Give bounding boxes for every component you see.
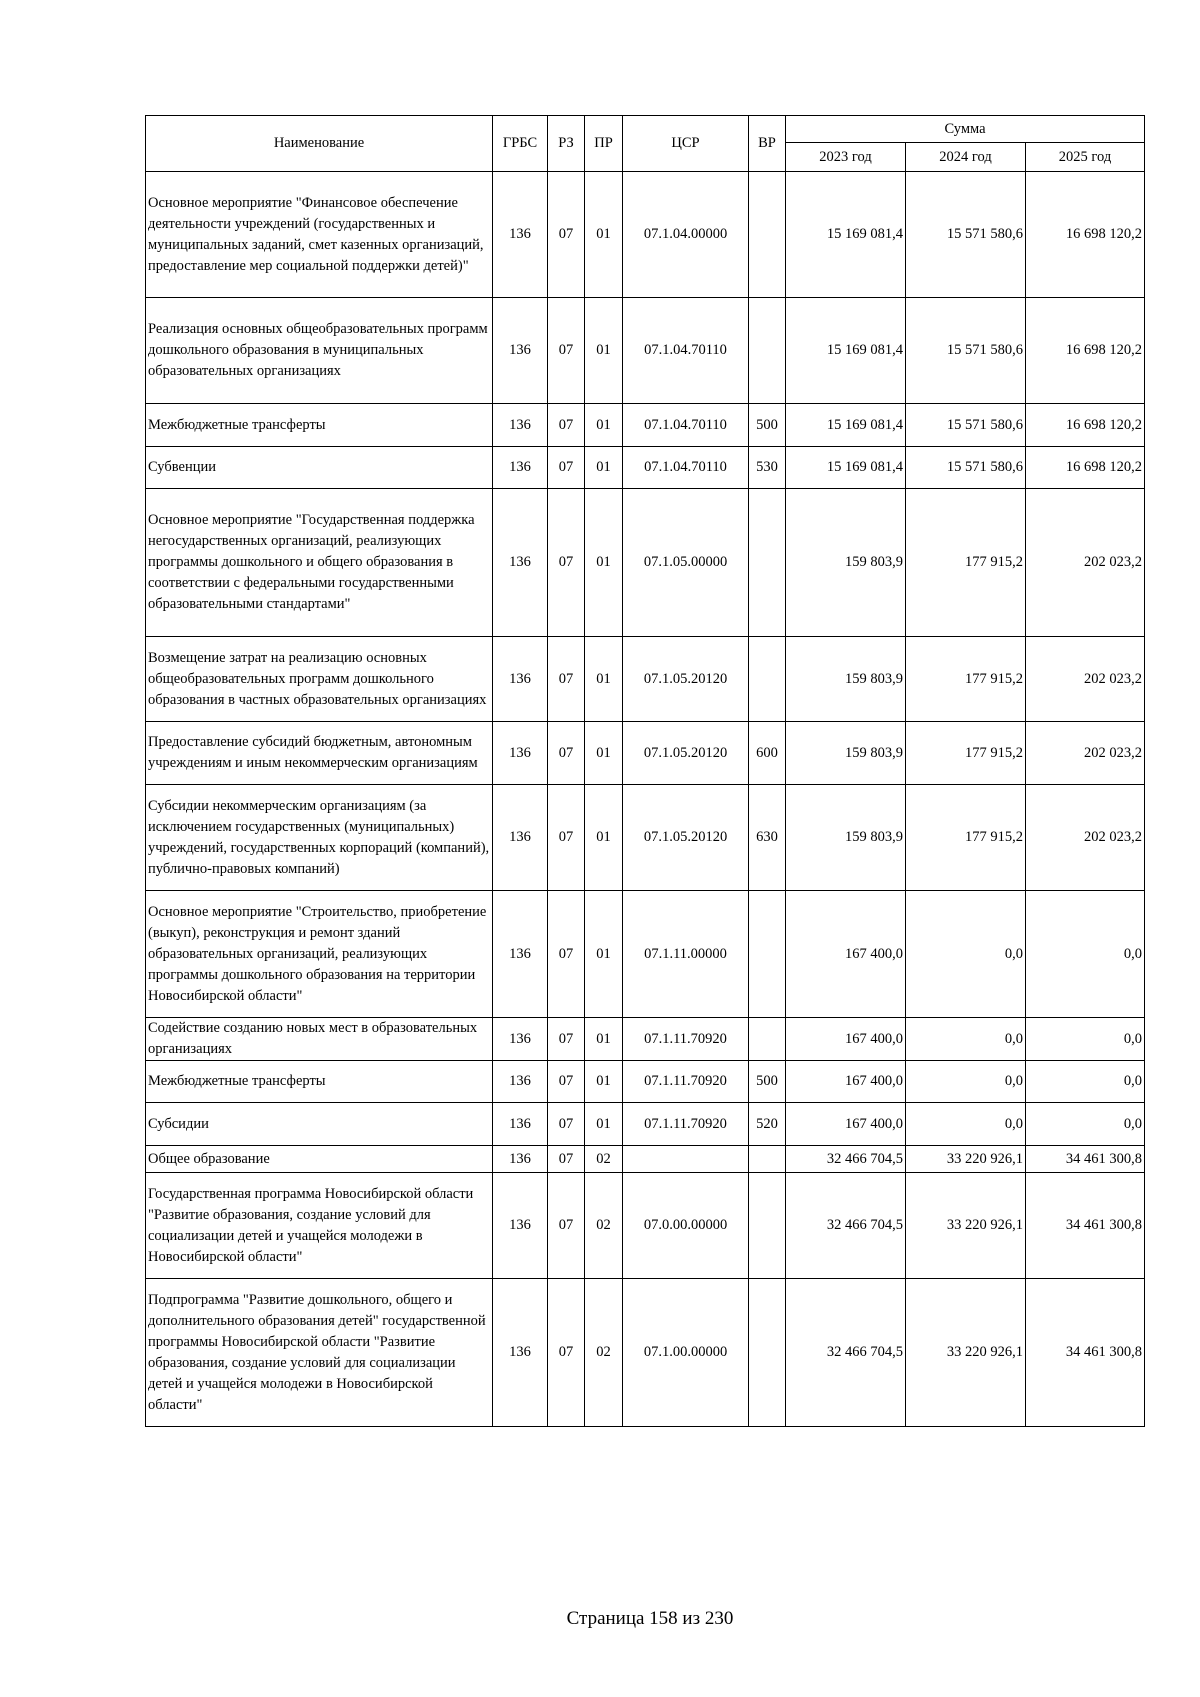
table-row xyxy=(146,447,1145,489)
cell-csr: 07.1.04.70110 xyxy=(623,404,749,447)
cell-csr: 07.1.11.70920 xyxy=(623,1061,749,1103)
cell-2023: 15 169 081,4 xyxy=(786,298,906,404)
cell-2023: 167 400,0 xyxy=(786,1103,906,1146)
header-csr: ЦСР xyxy=(623,116,749,172)
cell-vr: 630 xyxy=(749,785,786,891)
cell-vr xyxy=(749,298,786,404)
cell-rz: 07 xyxy=(548,1279,585,1427)
cell-2023: 167 400,0 xyxy=(786,891,906,1018)
table-row xyxy=(146,637,1145,722)
cell-name: Содействие созданию новых мест в образовательных организациях xyxy=(146,1018,493,1061)
cell-2024: 33 220 926,1 xyxy=(906,1279,1026,1427)
cell-pr: 01 xyxy=(585,404,623,447)
cell-vr xyxy=(749,1018,786,1061)
table-body xyxy=(146,172,1145,1427)
cell-csr: 07.1.05.20120 xyxy=(623,785,749,891)
cell-pr: 02 xyxy=(585,1146,623,1173)
table-row xyxy=(146,1279,1145,1427)
cell-rz: 07 xyxy=(548,1173,585,1279)
cell-2025: 202 023,2 xyxy=(1026,785,1145,891)
cell-2025: 34 461 300,8 xyxy=(1026,1279,1145,1427)
table-row xyxy=(146,298,1145,404)
cell-csr: 07.1.04.70110 xyxy=(623,447,749,489)
cell-2023: 167 400,0 xyxy=(786,1018,906,1061)
cell-2024: 15 571 580,6 xyxy=(906,172,1026,298)
cell-pr: 01 xyxy=(585,1018,623,1061)
cell-2024: 15 571 580,6 xyxy=(906,447,1026,489)
cell-2023: 159 803,9 xyxy=(786,785,906,891)
cell-2024: 33 220 926,1 xyxy=(906,1173,1026,1279)
table-row xyxy=(146,785,1145,891)
cell-vr xyxy=(749,489,786,637)
cell-2023: 32 466 704,5 xyxy=(786,1279,906,1427)
cell-2024: 177 915,2 xyxy=(906,489,1026,637)
cell-name: Межбюджетные трансферты xyxy=(146,1061,493,1103)
cell-rz: 07 xyxy=(548,489,585,637)
table-row xyxy=(146,1103,1145,1146)
cell-pr: 01 xyxy=(585,298,623,404)
cell-name: Субсидии xyxy=(146,1103,493,1146)
cell-vr: 600 xyxy=(749,722,786,785)
cell-rz: 07 xyxy=(548,1061,585,1103)
cell-2024: 177 915,2 xyxy=(906,722,1026,785)
page-number: Страница 158 из 230 xyxy=(566,1608,734,1629)
cell-2024: 0,0 xyxy=(906,1018,1026,1061)
header-year-2024: 2024 год xyxy=(906,143,1026,172)
cell-2024: 15 571 580,6 xyxy=(906,404,1026,447)
cell-name: Основное мероприятие "Государственная поддержка негосударственных организаций, реализующих программы дошкольного и общего образования в соответствии с федеральными государственными образовательными стандартами" xyxy=(146,489,493,637)
cell-csr: 07.1.05.20120 xyxy=(623,637,749,722)
cell-2025: 16 698 120,2 xyxy=(1026,172,1145,298)
table-row xyxy=(146,489,1145,637)
cell-2025: 16 698 120,2 xyxy=(1026,404,1145,447)
budget-table xyxy=(145,115,1145,1427)
cell-2023: 15 169 081,4 xyxy=(786,172,906,298)
cell-2025: 202 023,2 xyxy=(1026,637,1145,722)
cell-csr: 07.1.04.00000 xyxy=(623,172,749,298)
cell-rz: 07 xyxy=(548,1146,585,1173)
cell-pr: 01 xyxy=(585,722,623,785)
cell-rz: 07 xyxy=(548,298,585,404)
cell-2025: 0,0 xyxy=(1026,1018,1145,1061)
cell-2023: 159 803,9 xyxy=(786,722,906,785)
cell-2025: 16 698 120,2 xyxy=(1026,447,1145,489)
cell-grbs: 136 xyxy=(493,1018,548,1061)
cell-2024: 177 915,2 xyxy=(906,637,1026,722)
cell-pr: 01 xyxy=(585,1061,623,1103)
cell-rz: 07 xyxy=(548,447,585,489)
cell-grbs: 136 xyxy=(493,637,548,722)
cell-2023: 159 803,9 xyxy=(786,637,906,722)
cell-name: Субвенции xyxy=(146,447,493,489)
table-row xyxy=(146,1061,1145,1103)
cell-2023: 15 169 081,4 xyxy=(786,404,906,447)
cell-vr xyxy=(749,1173,786,1279)
cell-2023: 159 803,9 xyxy=(786,489,906,637)
cell-csr: 07.1.11.00000 xyxy=(623,891,749,1018)
cell-grbs: 136 xyxy=(493,1103,548,1146)
cell-vr xyxy=(749,891,786,1018)
cell-2024: 15 571 580,6 xyxy=(906,298,1026,404)
table-row xyxy=(146,1173,1145,1279)
cell-csr: 07.1.11.70920 xyxy=(623,1103,749,1146)
cell-vr: 530 xyxy=(749,447,786,489)
table-row xyxy=(146,172,1145,298)
cell-rz: 07 xyxy=(548,1018,585,1061)
cell-2023: 32 466 704,5 xyxy=(786,1173,906,1279)
header-grbs: ГРБС xyxy=(493,116,548,172)
cell-name: Основное мероприятие "Строительство, приобретение (выкуп), реконструкция и ремонт зданий образовательных организаций, реализующих программы дошкольного образования на территории Новосибирской области" xyxy=(146,891,493,1018)
cell-grbs: 136 xyxy=(493,1061,548,1103)
cell-name: Реализация основных общеобразовательных программ дошкольного образования в муниципальных образовательных организациях xyxy=(146,298,493,404)
cell-name: Основное мероприятие "Финансовое обеспечение деятельности учреждений (государственных и муниципальных заданий, смет казенных организаций, предоставление мер социальной поддержки детей)" xyxy=(146,172,493,298)
cell-2025: 0,0 xyxy=(1026,1061,1145,1103)
cell-rz: 07 xyxy=(548,637,585,722)
cell-2024: 0,0 xyxy=(906,1103,1026,1146)
cell-2024: 33 220 926,1 xyxy=(906,1146,1026,1173)
cell-2025: 16 698 120,2 xyxy=(1026,298,1145,404)
cell-pr: 02 xyxy=(585,1279,623,1427)
table-row xyxy=(146,404,1145,447)
cell-2024: 0,0 xyxy=(906,891,1026,1018)
cell-pr: 01 xyxy=(585,447,623,489)
cell-csr: 07.1.00.00000 xyxy=(623,1279,749,1427)
cell-2025: 0,0 xyxy=(1026,891,1145,1018)
cell-2025: 202 023,2 xyxy=(1026,489,1145,637)
cell-vr xyxy=(749,637,786,722)
cell-grbs: 136 xyxy=(493,1173,548,1279)
cell-rz: 07 xyxy=(548,404,585,447)
cell-name: Возмещение затрат на реализацию основных общеобразовательных программ дошкольного образования в частных образовательных организациях xyxy=(146,637,493,722)
cell-2025: 34 461 300,8 xyxy=(1026,1173,1145,1279)
header-year-2025: 2025 год xyxy=(1026,143,1145,172)
cell-rz: 07 xyxy=(548,1103,585,1146)
cell-vr: 520 xyxy=(749,1103,786,1146)
cell-grbs: 136 xyxy=(493,172,548,298)
cell-vr: 500 xyxy=(749,1061,786,1103)
cell-grbs: 136 xyxy=(493,298,548,404)
cell-csr: 07.1.11.70920 xyxy=(623,1018,749,1061)
cell-grbs: 136 xyxy=(493,1146,548,1173)
cell-grbs: 136 xyxy=(493,785,548,891)
cell-name: Государственная программа Новосибирской области "Развитие образования, создание условий для социализации детей и учащейся молодежи в Новосибирской области" xyxy=(146,1173,493,1279)
cell-grbs: 136 xyxy=(493,404,548,447)
cell-rz: 07 xyxy=(548,172,585,298)
cell-name: Межбюджетные трансферты xyxy=(146,404,493,447)
cell-name: Субсидии некоммерческим организациям (за исключением государственных (муниципальных) учреждений, государственных корпораций (компаний), публично-правовых компаний) xyxy=(146,785,493,891)
cell-csr: 07.1.04.70110 xyxy=(623,298,749,404)
cell-grbs: 136 xyxy=(493,489,548,637)
cell-grbs: 136 xyxy=(493,722,548,785)
cell-csr: 07.0.00.00000 xyxy=(623,1173,749,1279)
cell-vr xyxy=(749,172,786,298)
cell-2025: 202 023,2 xyxy=(1026,722,1145,785)
cell-grbs: 136 xyxy=(493,447,548,489)
table-row xyxy=(146,722,1145,785)
cell-csr xyxy=(623,1146,749,1173)
cell-csr: 07.1.05.00000 xyxy=(623,489,749,637)
cell-pr: 02 xyxy=(585,1173,623,1279)
cell-name: Предоставление субсидий бюджетным, автономным учреждениям и иным некоммерческим организациям xyxy=(146,722,493,785)
table-header xyxy=(146,116,1145,172)
cell-vr xyxy=(749,1146,786,1173)
cell-2025: 0,0 xyxy=(1026,1103,1145,1146)
cell-pr: 01 xyxy=(585,172,623,298)
header-sum: Сумма xyxy=(786,116,1145,143)
cell-vr: 500 xyxy=(749,404,786,447)
header-rz: РЗ xyxy=(548,116,585,172)
cell-2023: 32 466 704,5 xyxy=(786,1146,906,1173)
cell-2024: 177 915,2 xyxy=(906,785,1026,891)
cell-2023: 167 400,0 xyxy=(786,1061,906,1103)
header-name: Наименование xyxy=(146,116,493,172)
table-row xyxy=(146,1018,1145,1061)
cell-2024: 0,0 xyxy=(906,1061,1026,1103)
cell-rz: 07 xyxy=(548,891,585,1018)
header-year-2023: 2023 год xyxy=(786,143,906,172)
table-row xyxy=(146,891,1145,1018)
cell-vr xyxy=(749,1279,786,1427)
cell-grbs: 136 xyxy=(493,891,548,1018)
cell-pr: 01 xyxy=(585,637,623,722)
cell-pr: 01 xyxy=(585,891,623,1018)
cell-name: Подпрограмма "Развитие дошкольного, общего и дополнительного образования детей" государственной программы Новосибирской области "Развитие образования, создание условий для социализации детей и учащейся молодежи в Новосибирской области" xyxy=(146,1279,493,1427)
cell-csr: 07.1.05.20120 xyxy=(623,722,749,785)
cell-pr: 01 xyxy=(585,1103,623,1146)
cell-pr: 01 xyxy=(585,489,623,637)
header-pr: ПР xyxy=(585,116,623,172)
cell-2023: 15 169 081,4 xyxy=(786,447,906,489)
cell-rz: 07 xyxy=(548,722,585,785)
cell-pr: 01 xyxy=(585,785,623,891)
cell-name: Общее образование xyxy=(146,1146,493,1173)
header-vr: ВР xyxy=(749,116,786,172)
cell-2025: 34 461 300,8 xyxy=(1026,1146,1145,1173)
cell-rz: 07 xyxy=(548,785,585,891)
cell-grbs: 136 xyxy=(493,1279,548,1427)
table-row xyxy=(146,1146,1145,1173)
